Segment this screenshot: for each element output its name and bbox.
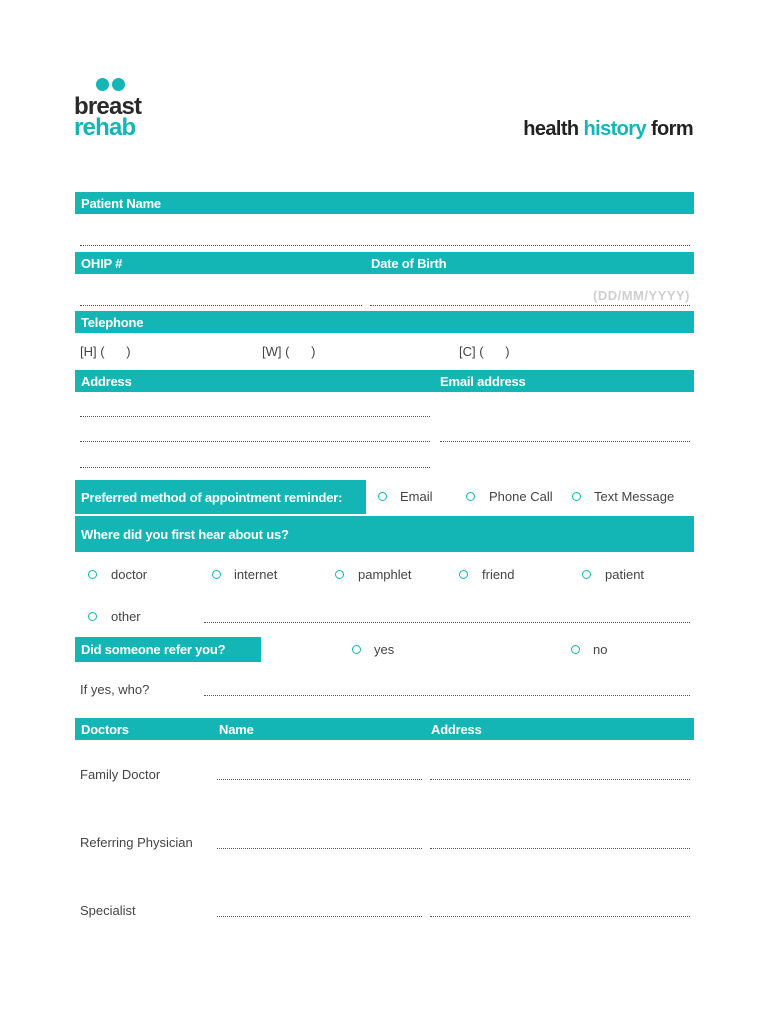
title-health: health	[523, 118, 579, 140]
telephone-label: Telephone	[81, 314, 144, 330]
specialist-name-field[interactable]	[217, 916, 422, 917]
reminder-text-label: Text Message	[594, 489, 675, 504]
family-doctor-name-field[interactable]	[217, 779, 422, 780]
page-title	[523, 118, 693, 141]
tel-work-field[interactable]: [W] ( )	[262, 344, 316, 359]
title-form: form	[650, 118, 693, 140]
referred-label: Did someone refer you?	[81, 642, 226, 657]
dob-label: Date of Birth	[371, 255, 447, 271]
dob-placeholder: (DD/MM/YYYY)	[593, 288, 690, 303]
reminder-email-radio[interactable]	[378, 492, 387, 501]
referred-yes-label: yes	[374, 642, 395, 657]
tel-home-field[interactable]: [H] ( )	[80, 344, 131, 359]
reminder-text-radio[interactable]	[572, 492, 581, 501]
family-doctor-label: Family Doctor	[80, 767, 161, 782]
hear-about-header	[75, 516, 694, 552]
hear-pamphlet-radio[interactable]	[335, 570, 344, 579]
tel-cell-field[interactable]: [C] ( )	[459, 344, 510, 359]
hear-other-field[interactable]	[204, 622, 690, 623]
telephone-header	[75, 311, 694, 333]
hear-about-label: Where did you first hear about us?	[81, 526, 289, 542]
ohip-dob-header	[75, 252, 694, 274]
address-email-header	[75, 370, 694, 392]
referred-header	[75, 637, 261, 662]
referred-no-label: no	[593, 642, 608, 657]
hear-doctor-radio[interactable]	[88, 570, 97, 579]
ohip-field[interactable]	[80, 305, 362, 306]
hear-doctor-label: doctor	[111, 567, 148, 582]
referring-physician-address-field[interactable]	[430, 848, 690, 849]
reminder-header	[75, 480, 366, 514]
specialist-label: Specialist	[80, 903, 136, 918]
hear-friend-label: friend	[482, 567, 515, 582]
patient-name-label: Patient Name	[81, 195, 161, 211]
reminder-email-label: Email	[400, 489, 433, 504]
email-field[interactable]	[440, 441, 690, 442]
logo-dot-right	[112, 78, 125, 91]
address-line-2[interactable]	[80, 441, 430, 442]
hear-pamphlet-label: pamphlet	[358, 567, 412, 582]
referred-no-radio[interactable]	[571, 645, 580, 654]
referring-physician-label: Referring Physician	[80, 835, 193, 850]
doctors-table-header	[75, 718, 694, 740]
hear-friend-radio[interactable]	[459, 570, 468, 579]
ohip-label: OHIP #	[81, 255, 123, 271]
logo-text-breast: breast	[74, 93, 142, 120]
address-column-header: Address	[431, 721, 482, 737]
dob-field[interactable]	[370, 305, 690, 306]
referring-physician-name-field[interactable]	[217, 848, 422, 849]
hear-internet-radio[interactable]	[212, 570, 221, 579]
if-yes-label: If yes, who?	[80, 682, 150, 697]
reminder-label: Preferred method of appointment reminder:	[81, 489, 343, 505]
referred-yes-radio[interactable]	[352, 645, 361, 654]
reminder-phone-label: Phone Call	[489, 489, 553, 504]
family-doctor-address-field[interactable]	[430, 779, 690, 780]
hear-internet-label: internet	[234, 567, 278, 582]
specialist-address-field[interactable]	[430, 916, 690, 917]
address-line-1[interactable]	[80, 416, 430, 417]
logo-dot-left	[96, 78, 109, 91]
hear-other-label: other	[111, 609, 141, 624]
address-label: Address	[81, 373, 132, 389]
patient-name-field[interactable]	[80, 245, 690, 246]
address-line-3[interactable]	[80, 467, 430, 468]
doctors-column-header: Doctors	[81, 721, 129, 737]
email-label: Email address	[440, 373, 526, 389]
hear-patient-radio[interactable]	[582, 570, 591, 579]
patient-name-header	[75, 192, 694, 214]
hear-patient-label: patient	[605, 567, 645, 582]
if-yes-field[interactable]	[204, 695, 690, 696]
title-history: history	[583, 118, 646, 140]
name-column-header: Name	[219, 721, 254, 737]
hear-other-radio[interactable]	[88, 612, 97, 621]
reminder-phone-radio[interactable]	[466, 492, 475, 501]
logo-text-rehab: rehab	[74, 114, 136, 141]
